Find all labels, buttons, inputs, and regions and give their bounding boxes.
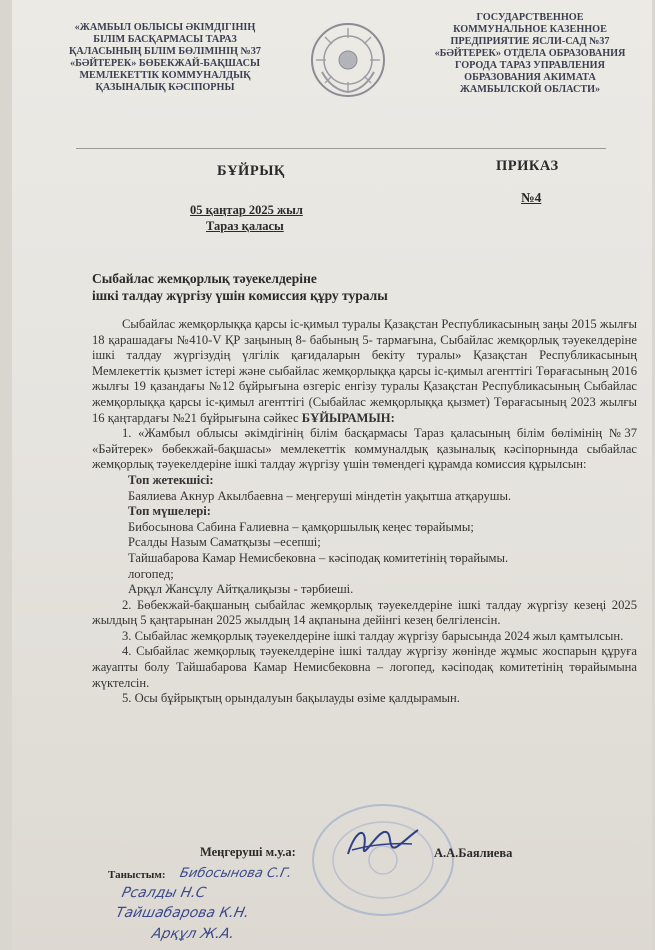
doc-title <box>92 270 592 304</box>
preamble-paragraph <box>92 317 637 426</box>
header-ru-line: КОММУНАЛЬНОЕ КАЗЕННОЕ <box>453 24 607 35</box>
member-item: Тайшабарова Камар Немисбековна – кәсіподақ комитетінің төрайымы. <box>128 550 509 565</box>
member-item: Арқұл Жансұлу Айтқалиқызы - тәрбиеші. <box>128 582 354 597</box>
doc-type-kk: БҰЙРЫҚ <box>217 163 285 179</box>
header-ru-line: ЖАМБЫЛСКОЙ ОБЛАСТИ» <box>459 84 601 95</box>
document-page <box>12 0 652 950</box>
header-kazakh <box>60 22 270 94</box>
item-4: 4. Сыбайлас жемқорлық тәуекелдеріне ішкі талдау жүргізу жөнінде жұмыс жоспарын құруға жауапты болу Тайшабарова Камар Немисбековна – логопед, кәсіподақ комитетінің төрайымына жүктелсін. <box>92 644 637 690</box>
header-ru-line: ГОРОДА ТАРАЗ УПРАВЛЕНИЯ <box>455 60 605 71</box>
doc-number: №4 <box>521 190 542 205</box>
header-ru-line: «БӘЙТЕРЕК» ОТДЕЛА ОБРАЗОВАНИЯ <box>434 48 626 59</box>
title-line: Сыбайлас жемқорлық тәуекелдеріне <box>92 271 317 286</box>
doc-date: 05 қаңтар 2025 жыл <box>190 203 303 217</box>
item-1: 1. «Жамбыл облысы әкімдігінің білім басқармасы Тараз қаласының білім бөлімінің №37 «Бәйтерек» бөбекжай-бақшасы» мемлекеттік коммуналдық қазыналық кәсіпорнында сыбайлас жемқорлық тәуекелдеріне ішкі талдау жүргізу үшін төмендегі құрамда комиссия құрылсын: <box>92 426 637 472</box>
header-kk-line: «ЖАМБЫЛ ОБЛЫСЫ ӘКІМДІГІНІҢ <box>74 22 256 33</box>
signatory-position: Меңгеруші м.у.а: <box>200 845 296 859</box>
doc-body <box>92 317 637 707</box>
preamble-text: Сыбайлас жемқорлыққа қарсы іс-қимыл туралы Қазақстан Республикасының заңы 2015 жылғы 18 қарашадағы №410-V ҚР заңының 8- бабының 5- тармағына, Сыбайлас жемқорлық тәуекелдеріне ішкі талдау жүргізудің үлгілік қағидаларын бекіту туралы» Қазақстан Республикасының Мемлекеттік қызмет істері және сыбайлас жемқорлыққа қарсы іс-қимыл агенттігі Төрағасының 2016 жылғы 19 қазандағы №12 бұйрығына өзгеріс енгізу туралы Қазақстан Республикасының Сыбайлас жемқорлыққа қарсы іс-қимыл агенттігі (Сыбайлас жемқорлыққа қызмет) Төрағасының 2023 жылғы 16 қаңтардағы №21 бұйрығына сәйкес <box>92 317 637 425</box>
member-item: Бибосынова Сабина Ғалиевна – қамқоршылық кеңес төрайымы; <box>128 519 474 534</box>
member-item: Рсалды Назым Саматқызы –есепші; <box>128 535 321 550</box>
header-ru-line: ГОСУДАРСТВЕННОЕ <box>476 12 584 23</box>
acquainted-label: Таныстым: <box>108 869 166 881</box>
member-item: логопед; <box>128 566 174 581</box>
decree-word: БҰЙЫРАМЫН: <box>301 410 395 425</box>
header-kk-line: ҚАЛАСЫНЫҢ БІЛІМ БӨЛІМІНІҢ №37 <box>69 46 261 57</box>
header-russian <box>414 12 646 96</box>
header-kk-line: «БӘЙТЕРЕК» БӨБЕКЖАЙ-БАҚШАСЫ <box>70 58 260 69</box>
members-label: Топ мүшелері: <box>128 504 211 519</box>
header-ru-line: ПРЕДПРИЯТИЕ ЯСЛИ-САД №37 <box>450 36 610 47</box>
state-emblem-icon <box>308 20 388 100</box>
handwritten-signoff: Рсалды Н.С <box>120 885 208 901</box>
header-ru-line: ОБРАЗОВАНИЯ АКИМАТА <box>464 72 596 83</box>
item-5: 5. Осы бұйрықтың орындалуын бақылауды өзіме қалдырамын. <box>122 691 460 706</box>
handwritten-signoff: Тайшабарова К.Н. <box>114 905 251 921</box>
handwritten-signoff: Бибосынова С.Г. <box>178 866 294 881</box>
head-label: Топ жетекшісі: <box>128 472 214 487</box>
item-3: 3. Сыбайлас жемқорлық тәуекелдеріне ішкі талдау жүргізу барысында 2024 жыл қамтылсын. <box>122 628 624 643</box>
header-divider <box>76 148 606 149</box>
header-kk-line: МЕМЛЕКЕТТІК КОММУНАЛДЫҚ <box>79 70 251 81</box>
signature-icon <box>342 820 422 866</box>
doc-type-ru: ПРИКАЗ <box>496 158 559 174</box>
header-kk-line: БІЛІМ БАСҚАРМАСЫ ТАРАЗ <box>93 34 237 45</box>
doc-city: Тараз қаласы <box>206 219 284 233</box>
header-kk-line: ҚАЗЫНАЛЫҚ КӘСІПОРНЫ <box>95 82 235 93</box>
signatory-name: А.А.Баялиева <box>434 846 513 860</box>
handwritten-signoff: Арқұл Ж.А. <box>150 926 236 942</box>
item-2: 2. Бөбекжай-бақшаның сыбайлас жемқорлық тәуекелдеріне ішкі талдау жүргізу кезеңі 2025 жылдың 5 қаңтарынан 2025 жылдың 14 ақпанына дейінгі кезең белгіленсін. <box>92 597 637 628</box>
title-line: ішкі талдау жүргізу үшін комиссия құру туралы <box>92 288 388 303</box>
head-member: Баялиева Акнур Акылбаевна – меңгеруші міндетін уақытша атқарушы. <box>128 488 512 503</box>
